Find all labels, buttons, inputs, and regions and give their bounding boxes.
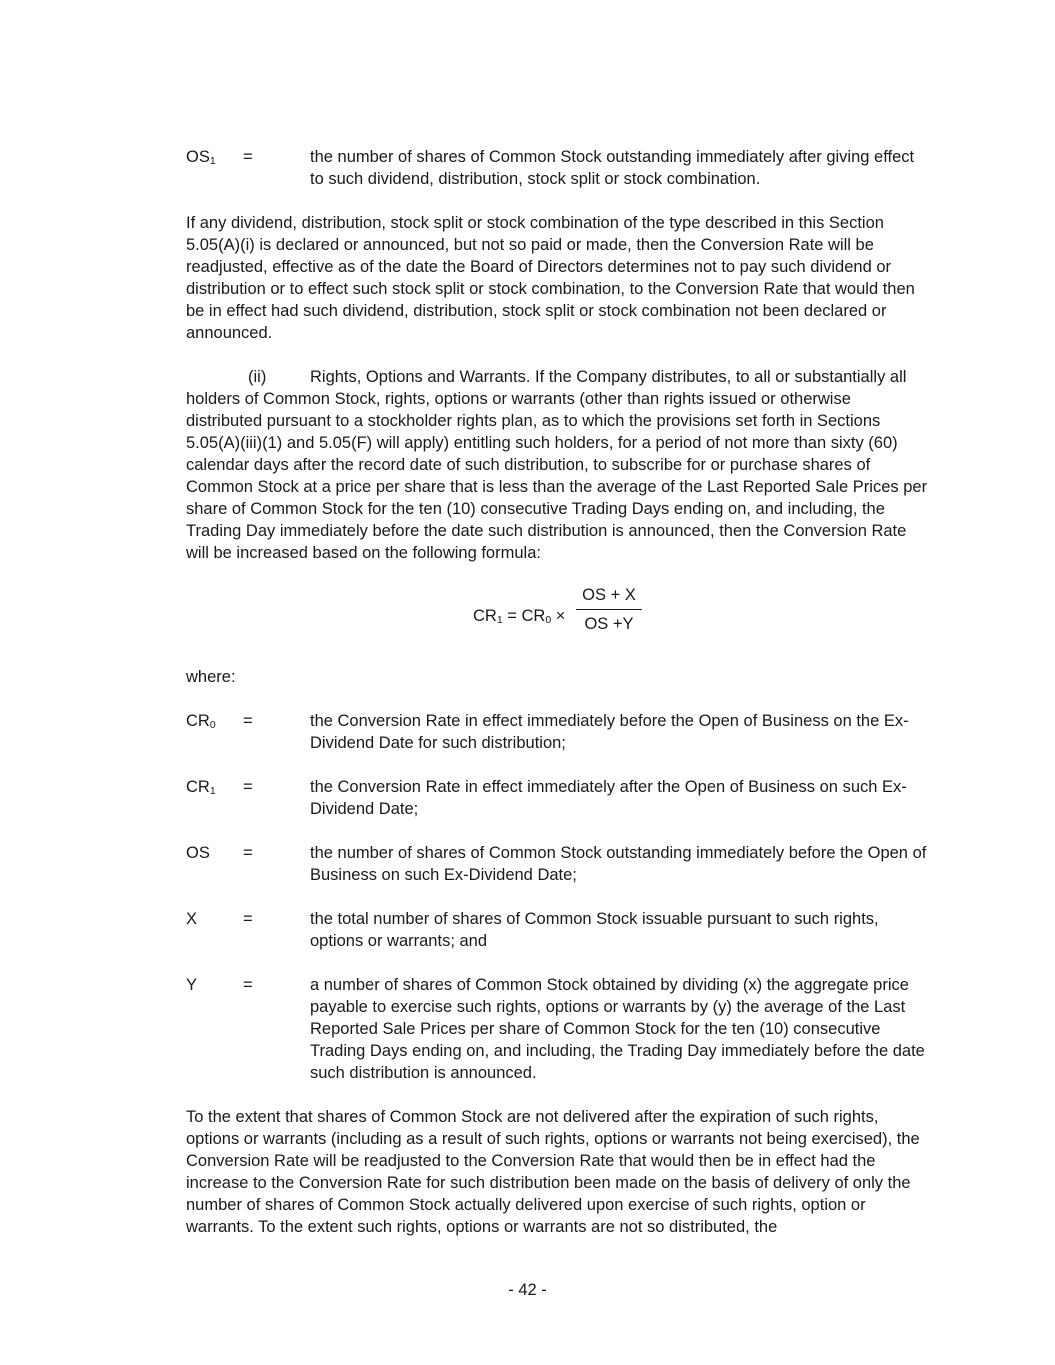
conversion-formula: [186, 584, 931, 648]
definition-text: the Conversion Rate in effect immediately before the Open of Business on the Ex-Dividend Date for such distribution;: [310, 712, 909, 752]
section-ii-text: Rights, Options and Warrants. If the Company distributes, to all or substantially all holders of Common Stock, rights, options or warrants (other than rights issued or otherwise distributed pursuant to a stockholder rights plan, as to which the provisions set forth in Sections 5.05(A)(iii)(1) and 5.05(F) will apply) entitling such holders, for a period of not more than sixty (60) calendar days after the record date of such distribution, to subscribe for or purchase shares of Common Stock at a price per share that is less than the average of the Last Reported Sale Prices per share of Common Stock for the ten (10) consecutive Trading Days ending on, and including, the Trading Day immediately before the date such distribution is announced, then the Conversion Rate will be increased based on the following formula:: [186, 368, 928, 562]
fraction-bar: [576, 609, 642, 610]
document-body: [186, 146, 931, 1238]
formula-numerator: OS + X: [582, 586, 636, 604]
equals-sign: =: [243, 976, 253, 994]
definition-text: the number of shares of Common Stock outstanding immediately after giving effect to such dividend, distribution, stock split or stock combination.: [310, 148, 915, 188]
definition-symbol: $OS_1$: [186, 148, 216, 167]
formula-lhs: $CR_1 = CR_0$ ×: [473, 607, 566, 626]
definition-text: the total number of shares of Common Stock issuable pursuant to such rights, options or warrants; and: [310, 910, 879, 950]
equals-sign: =: [243, 148, 253, 166]
definition-text: the number of shares of Common Stock outstanding immediately before the Open of Business on such Ex-Dividend Date;: [310, 844, 927, 884]
section-number: (ii): [248, 368, 267, 386]
definition-symbol: $CR_0$: [186, 712, 216, 731]
formula-denominator: OS +Y: [584, 615, 634, 633]
paragraph-readjustment: If any dividend, distribution, stock split or stock combination of the type described in this Section 5.05(A)(i) is declared or announced, but not so paid or made, then the Conversion Rate will be readjusted, effective as of the date the Board of Directors determines not to pay such dividend or distribution or to effect such stock split or stock combination, to the Conversion Rate that would then be in effect had such dividend, distribution, stock split or stock combination not been declared or announced.: [186, 214, 915, 342]
definition-os1: [186, 146, 931, 190]
definition-y: [186, 974, 931, 1084]
equals-sign: =: [243, 778, 253, 796]
definition-os: [186, 842, 931, 886]
definition-symbol: Y: [186, 976, 198, 994]
equals-sign: =: [243, 712, 253, 730]
definition-symbol: $CR_1$: [186, 778, 216, 797]
equals-sign: =: [243, 844, 253, 862]
formula-fraction: [576, 584, 642, 635]
paragraph-readjustment-rights: To the extent that shares of Common Stock are not delivered after the expiration of such rights, options or warrants (including as a result of such rights, options or warrants not being exercised), the Conversion Rate will be readjusted to the Conversion Rate that would then be in effect had the increase to the Conversion Rate for such distribution been made on the basis of delivery of only the number of shares of Common Stock actually delivered upon exercise of such rights, option or warrants. To the extent such rights, options or warrants are not so distributed, the: [186, 1108, 920, 1236]
definition-cr1: [186, 776, 931, 820]
equals-sign: =: [243, 910, 253, 928]
definition-symbol: X: [186, 910, 198, 928]
definition-text: the Conversion Rate in effect immediately after the Open of Business on such Ex-Dividend Date;: [310, 778, 907, 818]
section-ii-paragraph: [186, 366, 931, 564]
definition-x: [186, 908, 931, 952]
page-number: - 42 -: [508, 1281, 547, 1299]
where-label: where:: [186, 668, 236, 686]
definition-cr0: [186, 710, 931, 754]
definition-text: a number of shares of Common Stock obtained by dividing (x) the aggregate price payable to exercise such rights, options or warrants by (y) the average of the Last Reported Sale Prices per share of Common Stock for the ten (10) consecutive Trading Days ending on, and including, the Trading Day immediately before the date such distribution is announced.: [310, 976, 925, 1082]
definition-symbol: OS: [186, 844, 210, 862]
definitions-list: [186, 710, 931, 1084]
